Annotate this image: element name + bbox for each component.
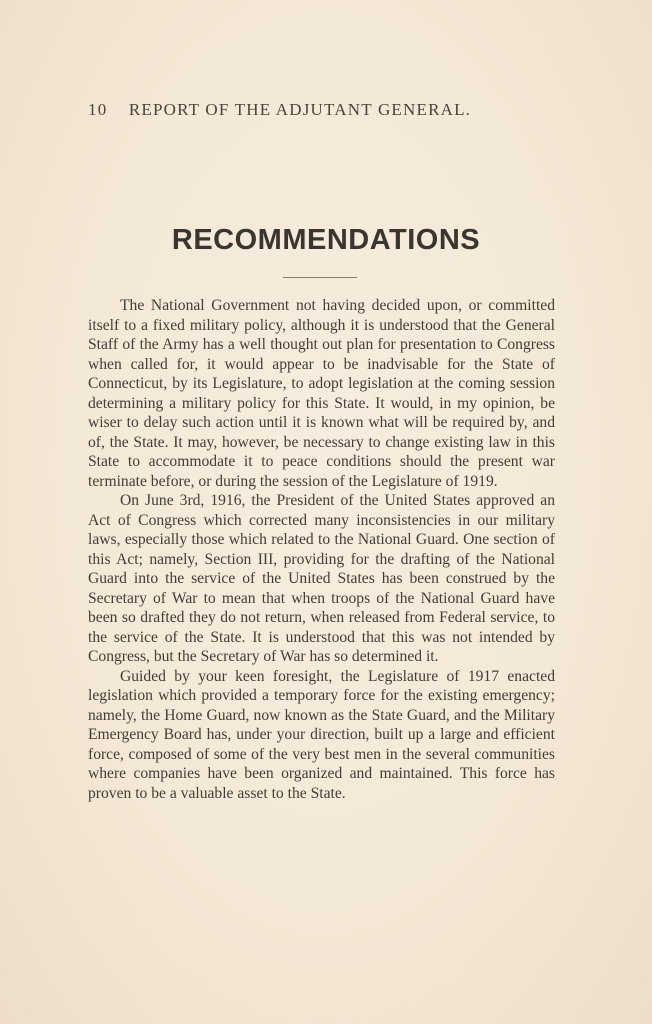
title-divider — [283, 277, 357, 278]
body-text — [88, 296, 555, 803]
paragraph-2: On June 3rd, 1916, the President of the United States approved an Act of Congress which corrected many inconsistencies in our military laws, especially those which related to the National Guard. One section of this Act; namely, Section III, providing for the drafting of the National Guard into the service of the United States has been construed by the Secretary of War to mean that when troops of the National Guard have been so drafted they do not return, when released from Federal service, to the service of the State. It is understood that this was not intended by Congress, but the Secretary of War has so determined it. — [88, 492, 555, 665]
page-number: 10 — [88, 100, 108, 119]
section-title: RECOMMENDATIONS — [171, 224, 481, 256]
running-title: REPORT OF THE ADJUTANT GENERAL. — [128, 100, 472, 119]
paragraph-3: Guided by your keen foresight, the Legislature of 1917 enacted legislation which provided a temporary force for the existing emergency; namely, the Home Guard, now known as the State Guard, and the Military Emergency Board has, under your direction, built up a large and efficient force, composed of some of the very best men in the several communities where companies have been organized and maintained. This force has proven to be a valuable asset to the State. — [88, 667, 555, 802]
paragraph-1: The National Government not having decided upon, or committed itself to a fixed military policy, although it is understood that the General Staff of the Army has a well thought out plan for presentation to Congress when called for, it would appear to be inadvisable for the State of Connecticut, by its Legislature, to adopt legislation at the coming session determining a military policy for this State. It would, in my opinion, be wiser to delay such action until it is known what will be required by, and of, the State. It may, however, be necessary to change existing law in this State to accommodate it to peace conditions should the present war terminate before, or during the session of the Legislature of 1919. — [88, 297, 555, 490]
running-header — [88, 100, 471, 120]
